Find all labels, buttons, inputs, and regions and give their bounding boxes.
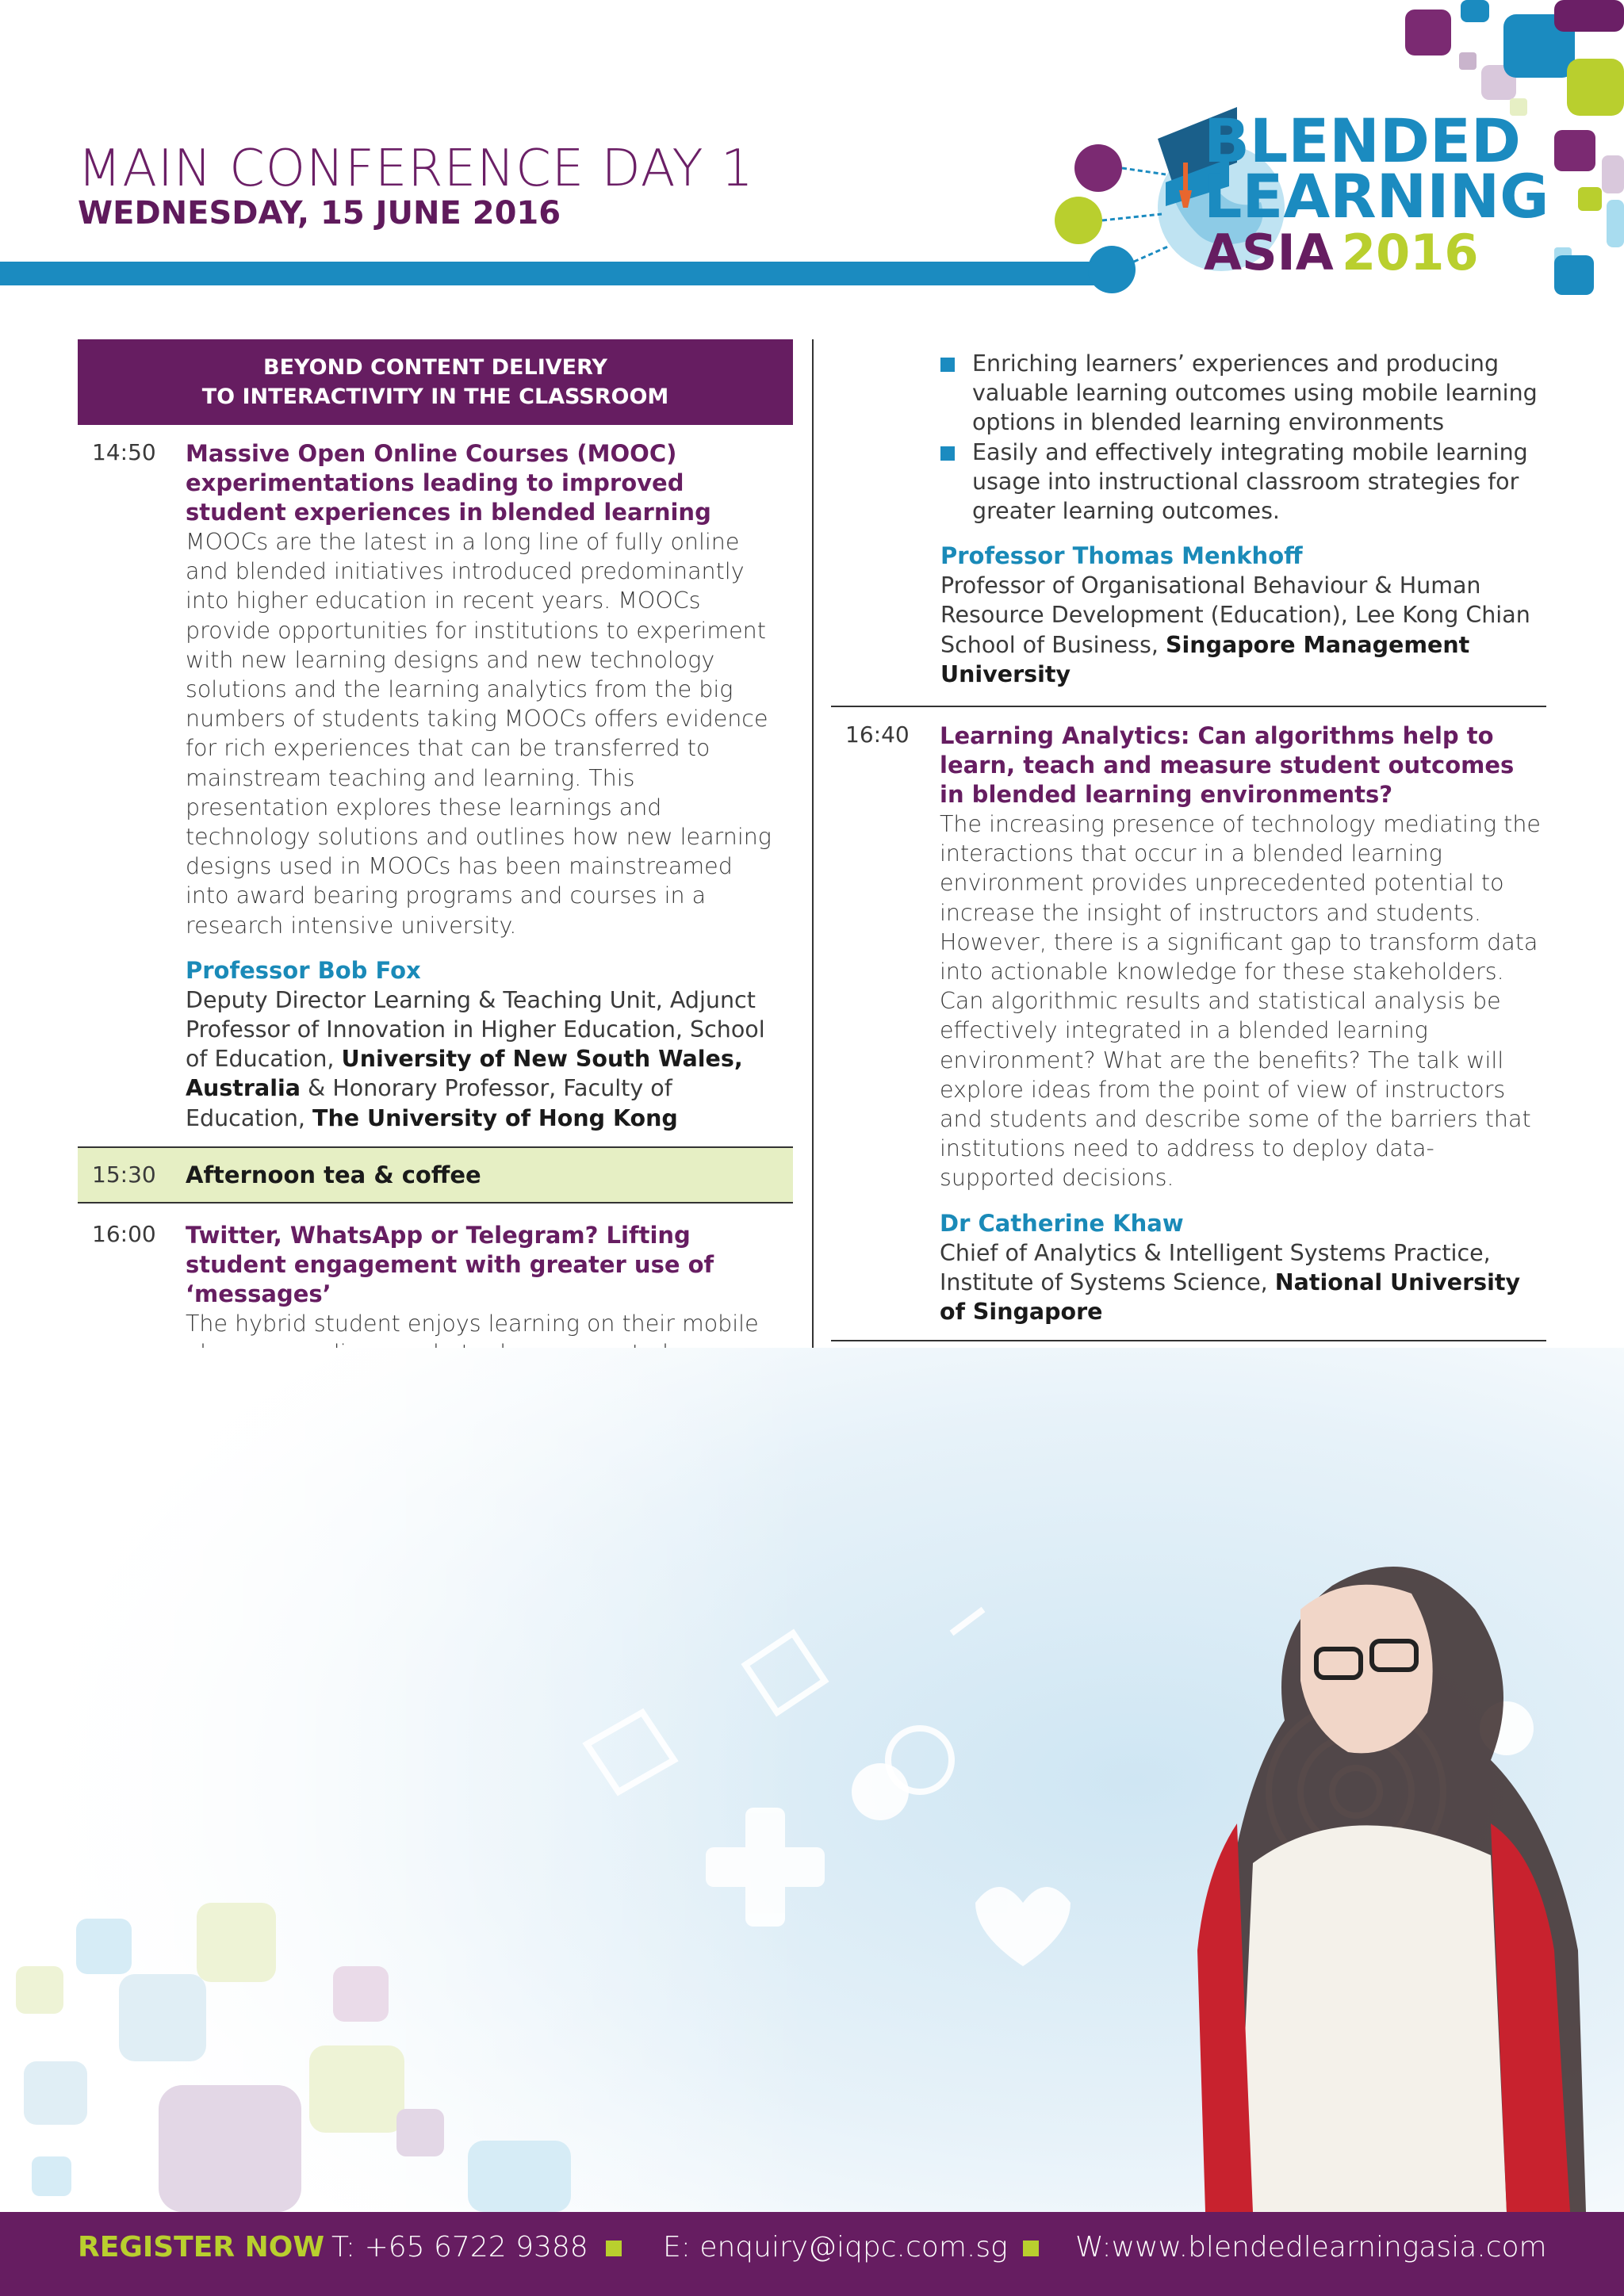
- footer-phone[interactable]: T: +65 6722 9388: [331, 2231, 588, 2263]
- footer-email[interactable]: E: enquiry@iqpc.com.sg: [663, 2231, 1008, 2263]
- session-desc-analytics: The increasing presence of technology mediating the interactions that occur in a blended learning environment provides unprecedented potential to increase the insight of instructors and students. However, there is a significant gap to transform data into actionable knowledge for these stakeholders. Can algorithmic results and statistical analysis be effectively integrated in a blended learning environment? What are the benefits? The talk will explore ideas from the point of view of instructors and students and describe some of the barriers that institutions need to address to deploy data-supported decisions.: [940, 811, 1541, 1192]
- hero-illustration: [0, 1348, 1624, 2212]
- hero-graphic: [0, 1348, 1624, 2212]
- session-desc-mooc: MOOCs are the latest in a long line of fully online and blended initiatives introduced predominantly into higher education in recent years. MOOCs provide opportunities for institutions to experiment with new learning designs and new technology solutions and the learning analytics from the big numbers of students taking MOOCs offers evidence for rich experiences that can be transferred to mainstream teaching and learning. This presentation explores these learnings and technology solutions and outlines how new learning designs used in MOOCs has been mainstreamed into award bearing programs and courses in a research intensive university.: [186, 529, 772, 939]
- session-time-1600: 16:00: [92, 1221, 156, 1247]
- header-band: [0, 262, 1126, 285]
- session-title-twitter: Twitter, WhatsApp or Telegram? Lifting student engagement with greater use of ‘messages’: [186, 1222, 714, 1307]
- session-title-mooc: Massive Open Online Courses (MOOC) experimentations leading to improved student experiences in blended learning: [186, 440, 711, 526]
- session-time-1450: 14:50: [92, 439, 156, 465]
- bullet-item: Easily and effectively integrating mobile learning usage into instructional classroom strategies for greater learning outcomes.: [940, 438, 1543, 526]
- session-mooc: [186, 439, 772, 1133]
- section-title-line2: TO INTERACTIVITY IN THE CLASSROOM: [201, 385, 669, 409]
- register-now-link[interactable]: REGISTER NOW: [78, 2231, 325, 2263]
- footer-website[interactable]: W:www.blendedlearningasia.com: [1075, 2231, 1547, 2263]
- session-desc-twitter: The hybrid student enjoys learning on their mobile: [186, 1311, 759, 1337]
- session-title-analytics: Learning Analytics: Can algorithms help to learn, teach and measure student outcomes in blended learning environments?: [940, 722, 1515, 808]
- page-title: MAIN CONFERENCE DAY 1: [78, 140, 754, 198]
- session-time-1640: 16:40: [845, 721, 910, 748]
- footer-separator-icon: [606, 2241, 622, 2256]
- event-logo: [1031, 0, 1624, 309]
- session-time-1530: 15:30: [92, 1161, 156, 1188]
- speaker-name-khaw: Dr Catherine Khaw: [940, 1209, 1184, 1237]
- section-header: [78, 339, 793, 425]
- speaker-affiliation-fox: Deputy Director Learning & Teaching Unit, Adjunct Professor of Innovation in Higher Education, School of Education, University of New South Wales, Australia & Honorary Professor, Faculty of Education, The University of Hong Kong: [186, 986, 765, 1131]
- logo-line-asia: ASIA: [1204, 224, 1334, 281]
- divider: [831, 1340, 1546, 1341]
- page-date: WEDNESDAY, 15 JUNE 2016: [78, 195, 561, 232]
- session-analytics: [940, 721, 1542, 1326]
- logo-line-learning: LEARNING: [1204, 161, 1549, 232]
- footer-separator-icon: [1023, 2241, 1039, 2256]
- divider: [831, 706, 1546, 707]
- session-bullets-twitter-cont: [940, 349, 1543, 526]
- bullet-item: Enriching learners’ experiences and producing valuable learning outcomes using mobile learning options in blended learning environments: [940, 349, 1543, 438]
- section-title-line1: BEYOND CONTENT DELIVERY: [263, 355, 607, 380]
- logo-line-year: 2016: [1342, 224, 1479, 281]
- divider: [78, 1202, 793, 1203]
- logo-line-blended: BLENDED: [1204, 105, 1521, 176]
- speaker-affiliation-menkhoff: Professor of Organisational Behaviour & Human Resource Development (Education), Lee Kong Chian School of Business, Singapore Management University: [940, 572, 1530, 687]
- break-title: Afternoon tea & coffee: [186, 1161, 481, 1188]
- session-twitter-continued: [940, 349, 1543, 689]
- speaker-name-fox: Professor Bob Fox: [186, 956, 421, 984]
- speaker-affiliation-khaw: Chief of Analytics & Intelligent Systems Practice, Institute of Systems Science, National University of Singapore: [940, 1239, 1521, 1326]
- speaker-name-menkhoff: Professor Thomas Menkhoff: [940, 542, 1303, 570]
